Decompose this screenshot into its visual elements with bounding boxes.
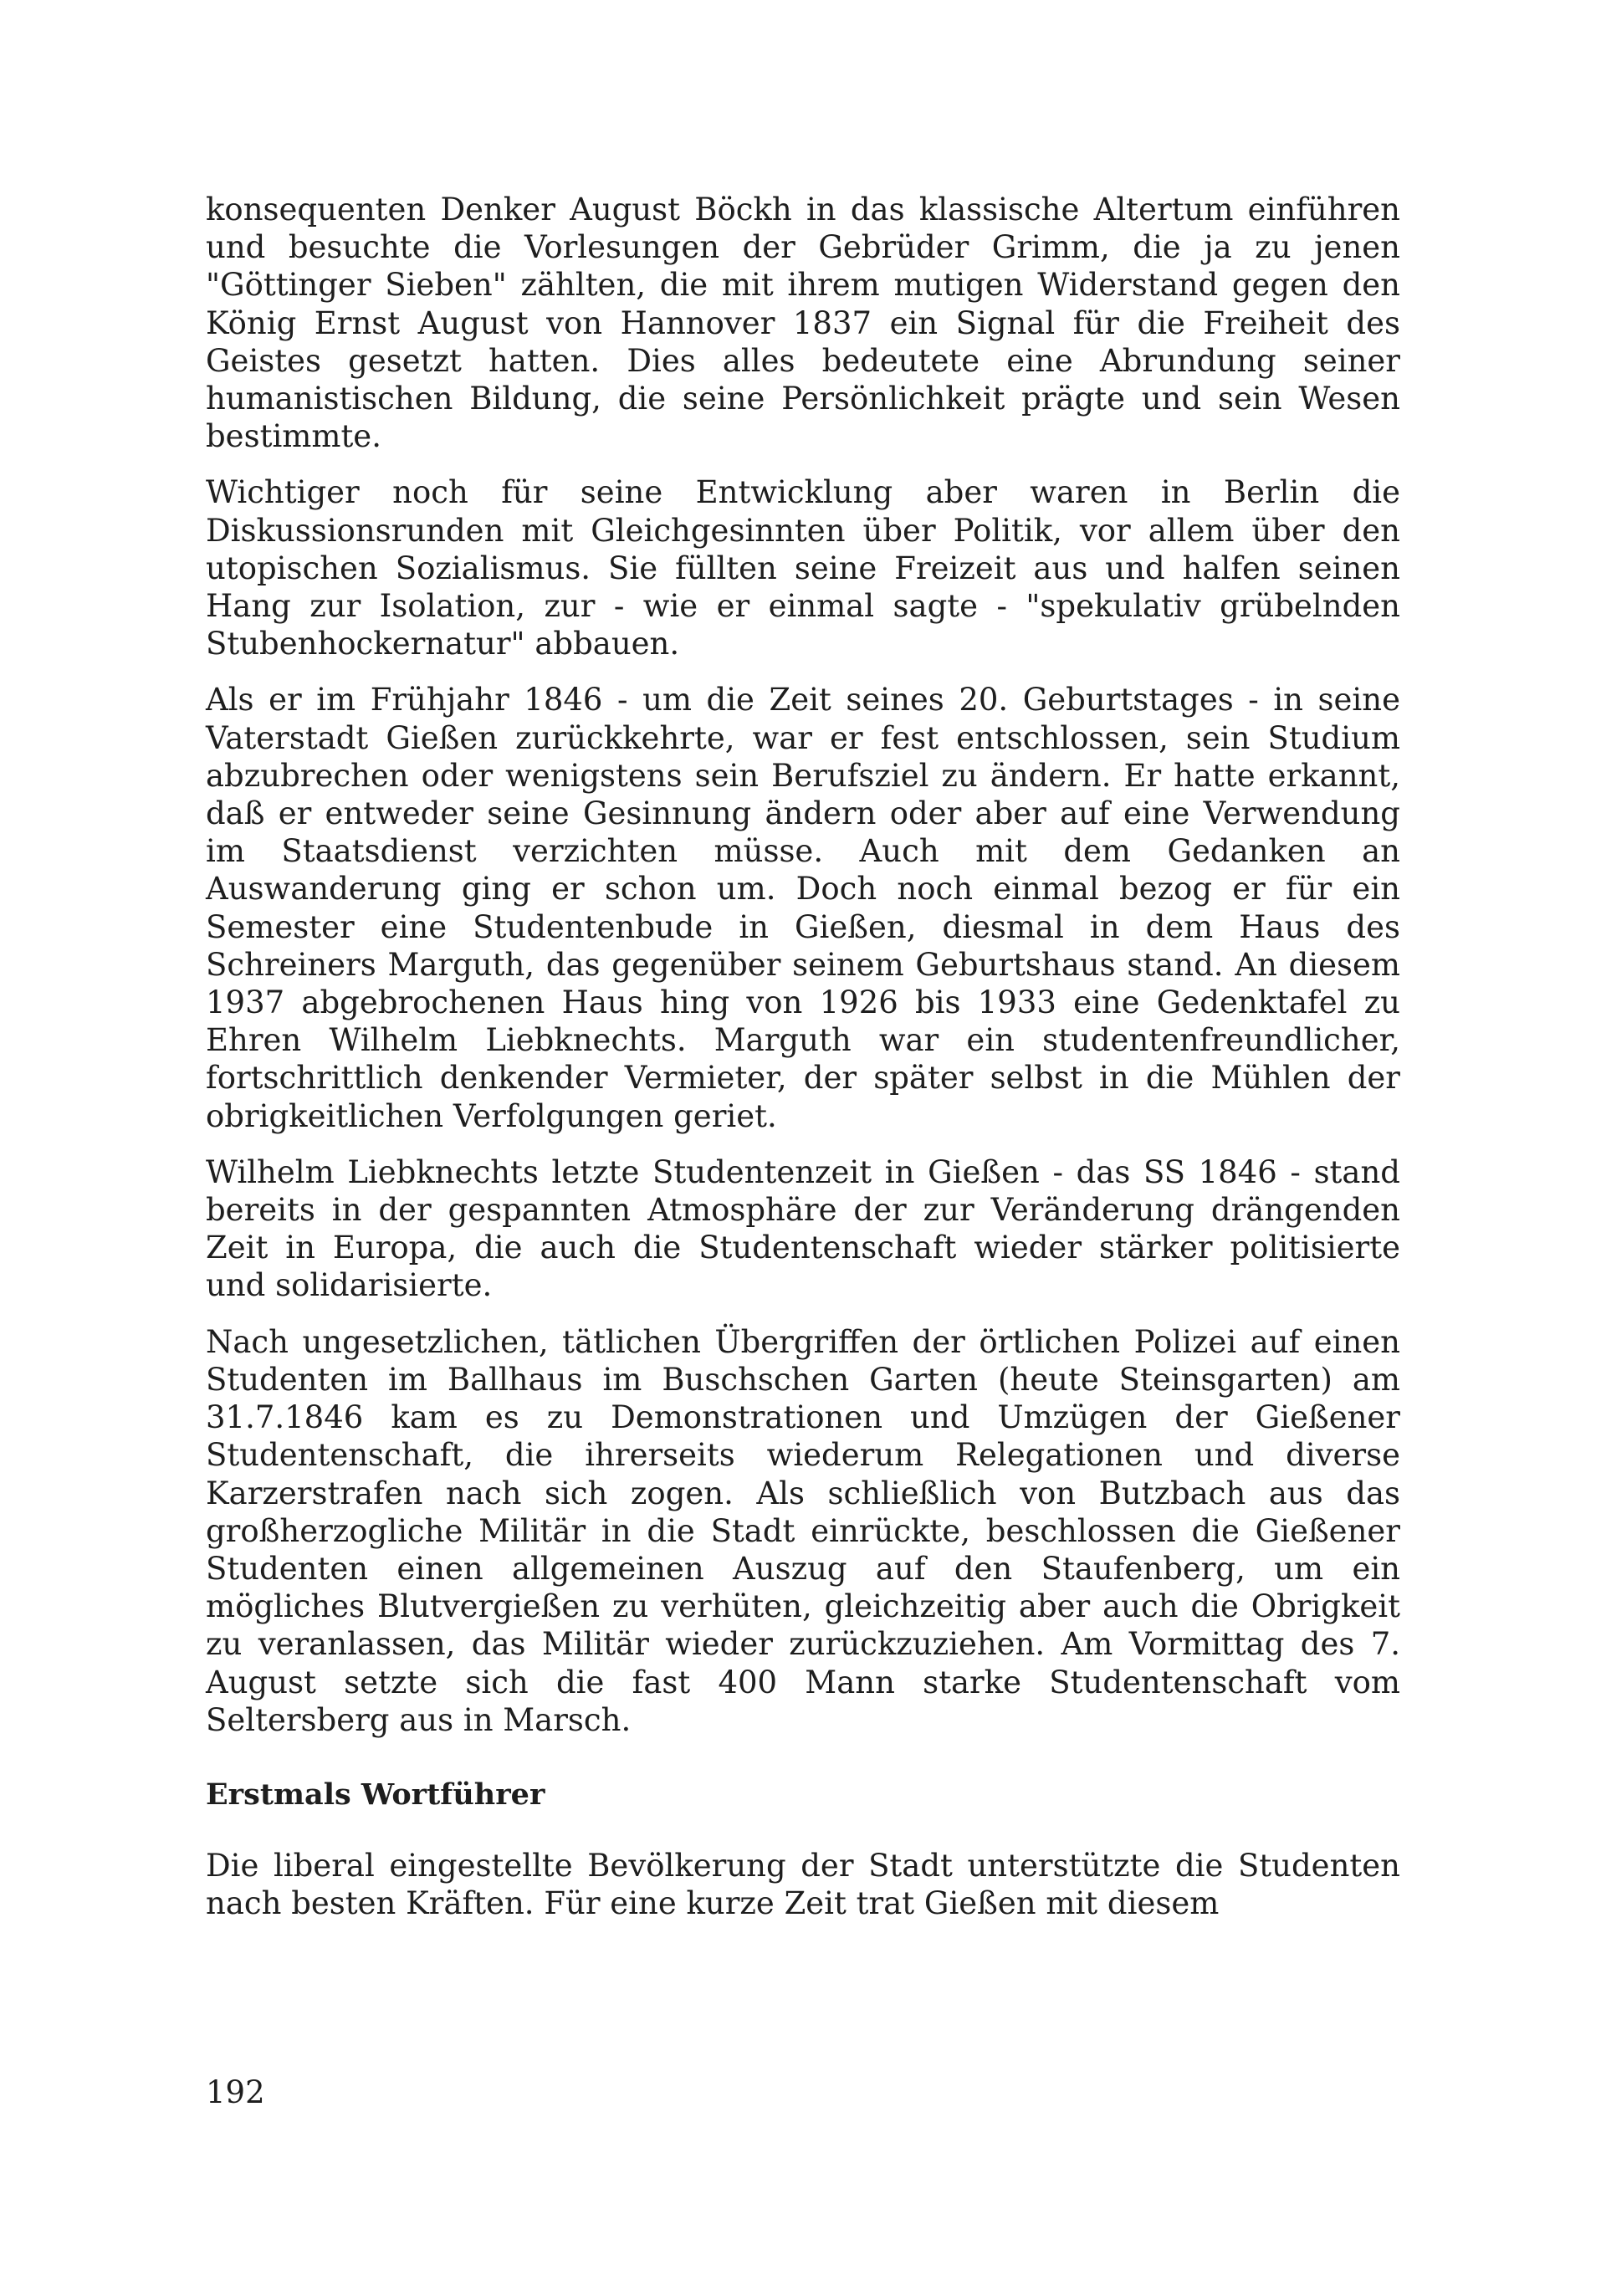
page-number: 192 — [206, 2074, 265, 2110]
paragraph-1: konsequenten Denker August Böckh in das klassische Altertum einführen und besuchte die Vorlesungen der Gebrüder Grimm, die ja zu jenen "Göttinger Sieben" zählten, die mit ihrem mutigen Widerstand gegen den König Ernst August von Hannover 1837 ein Signal für die Freiheit des Geistes gesetzt hatten. Dies alles bedeutete eine Abrundung seiner humanistischen Bildung, die seine Persönlichkeit prägte und sein Wesen bestimmte. — [206, 192, 1400, 455]
paragraph-5: Nach ungesetzlichen, tätlichen Übergriffen der örtlichen Polizei auf einen Studenten im Ballhaus im Buschschen Garten (heute Steinsgarten) am 31.7.1846 kam es zu Demonstrationen und Umzügen der Gießener Studentenschaft, die ihrerseits wiederum Relegationen und diverse Karzerstrafen nach sich zogen. Als schließlich von Butzbach aus das großherzogliche Militär in die Stadt einrückte, beschlossen die Gießener Studenten einen allgemeinen Auszug auf den Staufenberg, um ein mögliches Blutvergießen zu verhüten, gleichzeitig aber auch die Obrigkeit zu veranlassen, das Militär wieder zurückzuziehen. Am Vormittag des 7. August setzte sich die fast 400 Mann starke Studentenschaft vom Seltersberg aus in Marsch. — [206, 1323, 1400, 1738]
paragraph-2: Wichtiger noch für seine Entwicklung aber waren in Berlin die Diskussionsrunden mit Gleichgesinnten über Politik, vor allem über den utopischen Sozialismus. Sie füllten seine Freizeit aus und halfen seinen Hang zur Isolation, zur - wie er einmal sagte - "spekulativ grübelnden Stubenhockernatur" abbauen. — [206, 474, 1400, 662]
paragraph-4: Wilhelm Liebknechts letzte Studentenzeit in Gießen - das SS 1846 - stand bereits in der gespannten Atmosphäre der zur Veränderung drängenden Zeit in Europa, die auch die Studentenschaft wieder stärker politisierte und solidarisierte. — [206, 1153, 1400, 1304]
paragraph-3: Als er im Frühjahr 1846 - um die Zeit seines 20. Geburtstages - in seine Vaterstadt Gießen zurückkehrte, war er fest entschlossen, sein Studium abzubrechen oder wenigstens sein Berufsziel zu ändern. Er hatte erkannt, daß er entweder seine Gesinnung ändern oder aber auf eine Verwendung im Staatsdienst verzichten müsse. Auch mit dem Gedanken an Auswanderung ging er schon um. Doch noch einmal bezog er für ein Semester eine Studentenbude in Gießen, diesmal in dem Haus des Schreiners Marguth, das gegenüber seinem Geburtshaus stand. An diesem 1937 abgebrochenen Haus hing von 1926 bis 1933 eine Gedenktafel zu Ehren Wilhelm Liebknechts. Marguth war ein studentenfreundlicher, fortschrittlich denkender Vermieter, der später selbst in die Mühlen der obrigkeitlichen Verfolgungen geriet. — [206, 682, 1400, 1134]
section-heading: Erstmals Wortführer — [206, 1777, 545, 1812]
body-text — [206, 191, 1400, 1941]
paragraph-after-heading: Die liberal eingestellte Bevölkerung der Stadt unterstützte die Studenten nach besten Kräften. Für eine kurze Zeit trat Gießen mit diesem — [206, 1847, 1400, 1922]
